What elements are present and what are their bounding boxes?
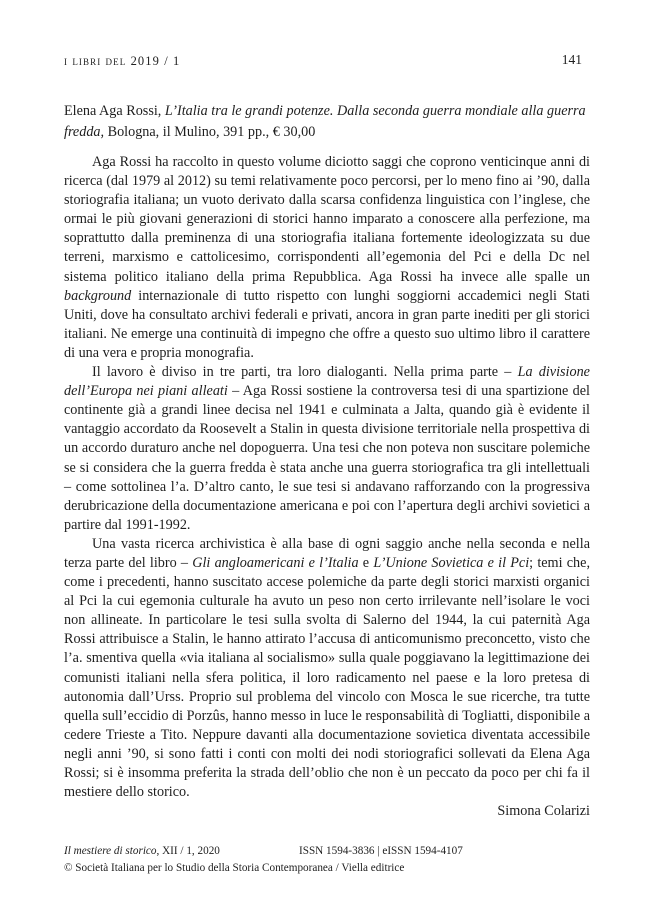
paragraph-3	[64, 535, 590, 802]
issn: ISSN 1594-3836 | eISSN 1594-4107	[299, 845, 463, 857]
paragraph-text: Il lavoro è diviso in tre parti, tra loro dialoganti. Nella prima parte –	[92, 364, 518, 381]
journal-name: Il mestiere di storico	[64, 845, 157, 857]
paragraph-text: internazionale di tutto rispetto con lunghi soggiorni accademici negli Stati Uniti, dove ha consultato archivi federali e privati, ancora in gran parte inediti per gli storici italiani. Ne emerge una continuità di impegno che offre a questo suo ultimo libro il carattere di una vera e propria monografia.	[64, 287, 590, 361]
review-body	[64, 153, 590, 821]
review-publication: Bologna, il Mulino, 391 pp., € 30,00	[104, 124, 316, 140]
paragraph-text: – Aga Rossi sostiene la controversa tesi di una spartizione del continente già a grandi linee decisa nel 1941 e culminata a Jalta, quando già è evidente il vantaggio accordato da Roosevelt a Stalin in questa divisione territoriale nella prospettiva di un accordo duraturo anche nel dopoguerra. Una tesi che non poteva non suscitare polemiche se si considera che la guerra fredda è stata anche una guerra storiografica tra gli intellettuali – come sottolinea l’a. D’altro canto, le sue tesi si andavano rafforzando con la progressiva derubricazione della documentazione americana e poi con l’apertura degli archivi sovietici a partire dal 1991-1992.	[64, 383, 590, 533]
review-heading	[64, 101, 590, 143]
paragraph-text: Una vasta ricerca archivistica è alla base di ogni saggio anche nella seconda e nella terza parte del libro –	[64, 535, 590, 571]
footer	[64, 843, 590, 877]
paragraph-italic: L’Unione Sovietica e il Pci	[373, 554, 530, 571]
paragraph-text: ; temi che, come i precedenti, hanno suscitato accese polemiche da parte degli storici marxisti organici al Pci la cui egemonia culturale ha avuto un peso non certo irrilevante nell’isolare le voci non allineate. In particolare le tesi sulla svolta di Salerno del 1944, la cui paternità Aga Rossi attribuisce a Stalin, le hanno attirato l’accusa di anticomunismo preconcetto, visto che l’a. smentiva quella «via italiana al socialismo» sulla quale poggiavano la legittimazione dei comunisti italiani nella sfera politica, il loro radicamento nel paese e la loro pretesa di autonomia dall’Urss. Proprio sul problema del vincolo con Mosca le sue ricerche, tra tutte quella sull’eccidio di Porzûs, hanno messo in luce le responsabilità di Togliatti, disponibile a cedere Trieste a Tito. Neppure davanti alla documentazione sovietica diventata accessibile negli anni ’90, si sono fatti i conti con molti dei nodi storiografici sollevati da Elena Aga Rossi; si è insomma preferita la strada dell’oblio che non è un peccato da poco per chi fa il mestiere dello storico.	[64, 554, 590, 801]
paragraph-1	[64, 153, 590, 363]
paragraph-italic: La divisione dell’Europa nei piani alleati	[64, 364, 590, 400]
review-author: Elena Aga Rossi,	[64, 103, 165, 119]
journal-volume: , XII / 1, 2020	[156, 845, 220, 857]
paragraph-italic: Gli angloamericani e l’Italia	[192, 554, 359, 571]
paragraph-text: e	[358, 554, 374, 571]
paragraph-text: Aga Rossi ha raccolto in questo volume diciotto saggi che coprono venticinque anni di ricerca (dal 1979 al 2012) su temi relativamente poco percorsi, per lo meno fino ai ’90, dalla storiografia italiana; un vuoto derivato dalla scarsa confidenza linguistica con l’inglese, che ormai le più giovani generazioni di storici hanno imparato a conoscere alla perfezione, ma soprattutto dalla preminenza di una storiografia italiana fortemente ideologizzata su due terreni, marxismo e cattolicesimo, corrispondenti all’egemonia del Pci e della Dc nel sistema politico italiano della prima Repubblica. Aga Rossi ha invece alle spalle un	[64, 154, 590, 285]
copyright: © Società Italiana per lo Studio della Storia Contemporanea / Viella editrice	[64, 862, 405, 874]
paragraph-italic: background	[64, 287, 132, 304]
review-title: L’Italia tra le grandi potenze. Dalla seconda guerra mondiale alla guerra fredda,	[64, 103, 586, 140]
page-number: 141	[561, 52, 582, 67]
paragraph-2	[64, 363, 590, 535]
signature: Simona Colarizi	[497, 803, 590, 820]
running-head: i libri del 2019 / 1	[64, 54, 181, 68]
